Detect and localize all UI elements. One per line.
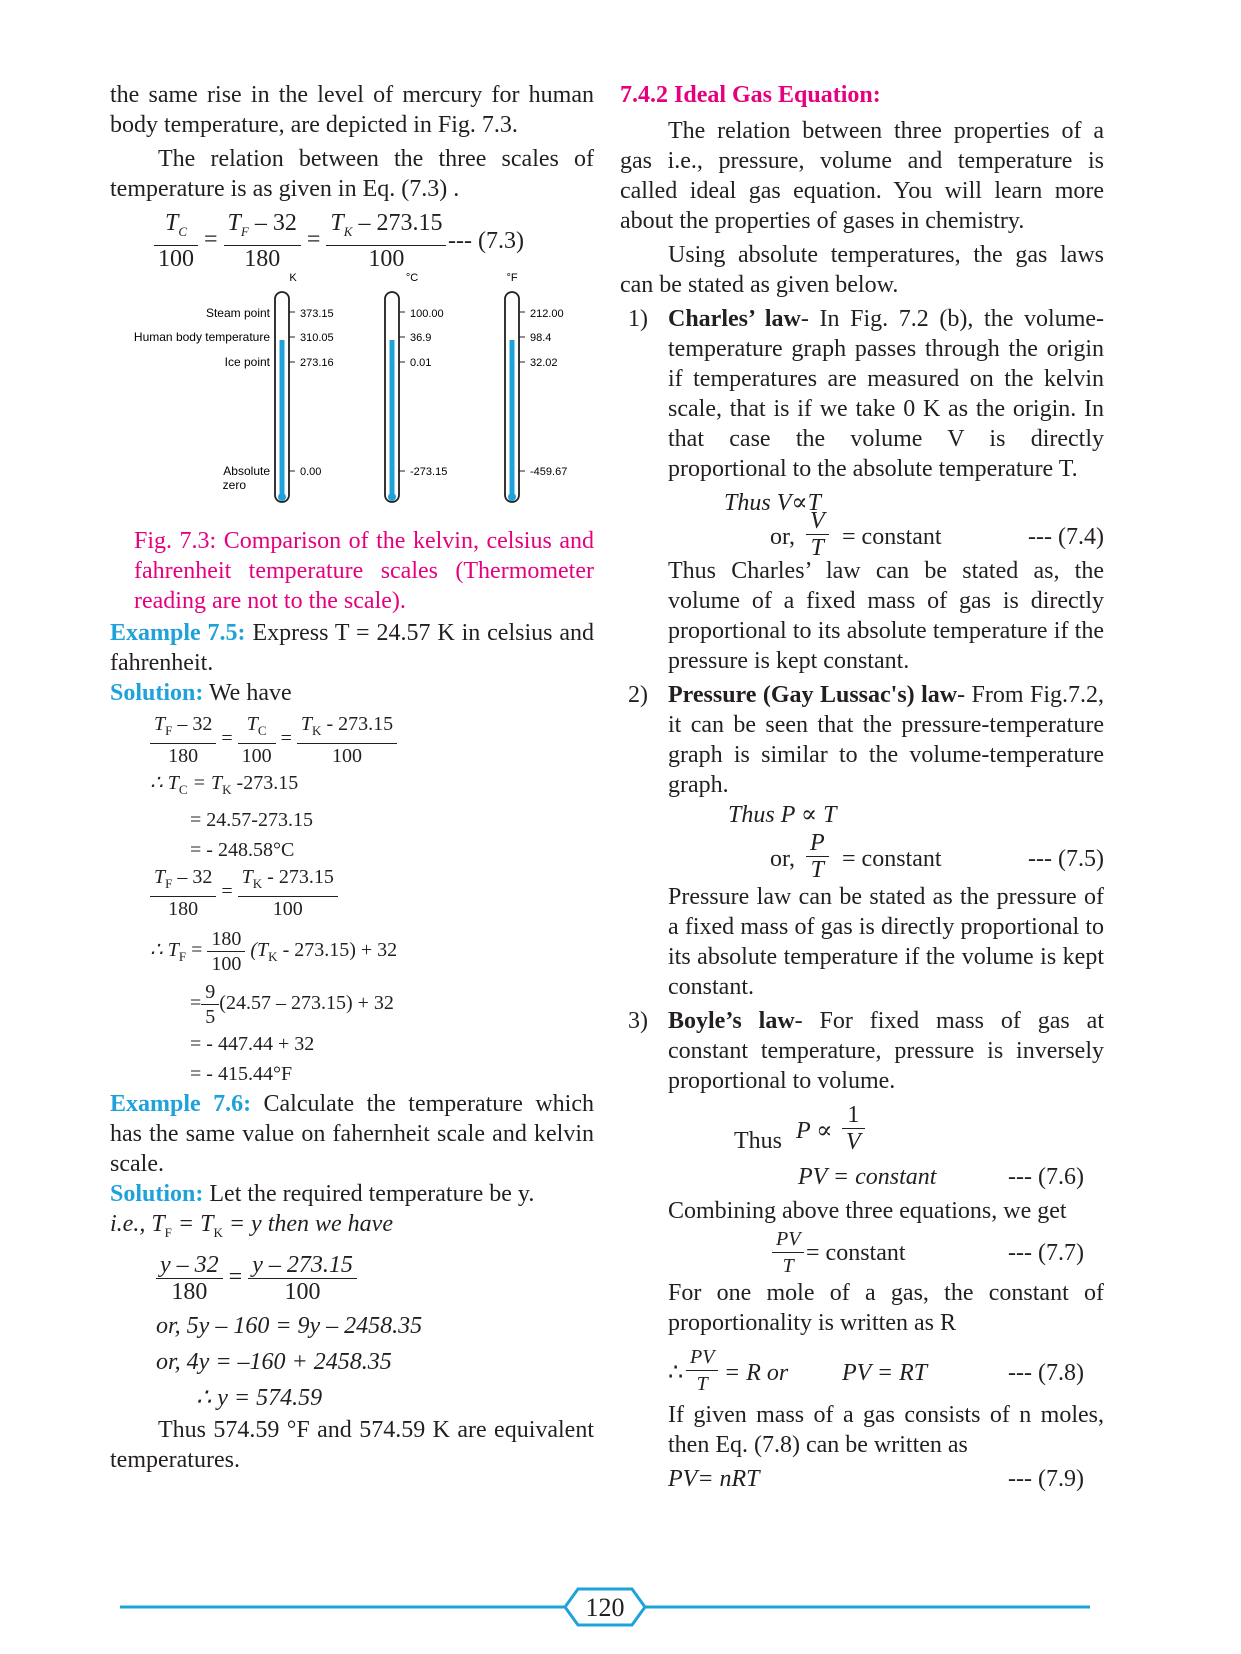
step-9: = - 415.44°F — [190, 1063, 293, 1085]
svg-text:373.15: 373.15 — [300, 308, 334, 320]
y-step-1: $\frac{y - 32}{180}$ = $\frac{y - 273.15}{100}$ — [156, 1252, 594, 1305]
left-conclusion: Thus 574.59 °F and 574.59 K are equivalent temperatures. — [110, 1416, 594, 1473]
svg-text:212.00: 212.00 — [530, 308, 564, 320]
thermometer-celsius — [385, 292, 447, 502]
charles-law: 1) Charles’ law- In Fig. 7.2 (b), the volume-temperature graph passes through the origin if temperatures are measured on the kelvin scale, that is if we take 0 K as the origin. In that case the volume V is directly proportional to the absolute temperature T. — [628, 306, 1105, 482]
solution-steps-7-5 — [110, 712, 594, 1087]
svg-text:98.4: 98.4 — [530, 332, 552, 344]
example-7-6: Example 7.6: Calculate the temperature which has the same value on fahernheit scale and kelvin scale. — [110, 1091, 594, 1177]
step-2: ∴ $T_C = T_K$ -273.15 — [150, 772, 299, 797]
y-step-3: or, 4y = –160 + 2458.35 — [156, 1348, 392, 1375]
ie-line: i.e., $T_F = T_K = y$ then we have — [110, 1211, 393, 1240]
example-7-5: Example 7.5: Express T = 24.57 K in celsius and fahrenheit. — [110, 620, 595, 676]
svg-text:0.00: 0.00 — [300, 466, 322, 478]
equation-7-5: or, $\frac{P}{T}$ = constant --- (7.5) — [770, 830, 1104, 883]
pressure-statement: Pressure law can be stated as the pressure of a fixed mass of gas is directly proportional to its absolute temperature if the volume is kept constant. — [668, 884, 1104, 1000]
step-7: = $\frac{9}{5}$ (24.57 – 273.15) + 32 — [190, 981, 394, 1028]
eq-number-7-3: --- (7.3) — [448, 228, 524, 254]
pressure-thus: Thus P ∝ T — [728, 802, 837, 828]
equation-7-4: or, $\frac{V}{T}$ = constant --- (7.4) — [770, 508, 1104, 561]
left-column — [110, 80, 594, 1475]
label-ice-point: Ice point — [224, 355, 270, 369]
step-4: = - 248.58°C — [190, 839, 295, 861]
step-1: $\frac{T_F - 32}{180}$ = $\frac{T_C}{100}$ = $\frac{T_K - 273.15}{100}$ — [150, 712, 594, 768]
step-5: $\frac{T_F - 32}{180}$ = $\frac{T_K - 273.15}{100}$ — [150, 865, 594, 921]
left-paragraph-2: The relation between the three scales of temperature is as given in Eq. (7.3) . — [110, 146, 594, 202]
solution-steps-7-6 — [110, 1252, 594, 1413]
equation-7-7: $\frac{PV}{T}$ = constant --- (7.7) — [620, 1226, 1104, 1278]
unit-celsius: °C — [405, 272, 419, 284]
boyles-law: 3) Boyle’s law- For fixed mass of gas at constant temperature, pressure is inversely proportional to volume. — [628, 1008, 1104, 1094]
page-footer — [0, 1582, 1241, 1632]
footer-line — [0, 1582, 1241, 1632]
label-human-body: Human body temperature — [133, 330, 270, 344]
svg-text:32.02: 32.02 — [530, 357, 558, 369]
solution-7-5: Solution: We have — [110, 680, 292, 706]
figure-caption: Fig. 7.3: Comparison of the kelvin, celsius and fahrenheit temperature scales (Thermometer reading are not to the scale). — [134, 528, 594, 614]
charles-thus: Thus V∝T — [724, 490, 821, 516]
thermometer-kelvin — [275, 292, 334, 502]
equation-7-6: PV = constant --- (7.6) — [798, 1164, 1084, 1190]
right-paragraph-2: Using absolute temperatures, the gas laws can be stated as given below. — [620, 242, 1104, 298]
svg-text:310.05: 310.05 — [300, 332, 334, 344]
figure-thermometers — [110, 272, 594, 522]
unit-fahrenheit: °F — [506, 272, 518, 284]
label-zero: zero — [222, 478, 246, 492]
boyle-proportion: Thus P ∝ $\frac{1}{V}$ — [620, 1102, 1104, 1162]
svg-text:-273.15: -273.15 — [410, 466, 448, 478]
combining-text: Combining above three equations, we get — [668, 1198, 1067, 1224]
svg-text:0.01: 0.01 — [410, 357, 432, 369]
svg-text:100.00: 100.00 — [410, 308, 444, 320]
label-absolute: Absolute — [223, 464, 270, 478]
thermometer-diagram — [110, 272, 594, 522]
right-column — [620, 80, 1104, 1498]
thermometer-fahrenheit — [505, 292, 567, 502]
unit-kelvin: K — [289, 272, 297, 284]
svg-text:273.16: 273.16 — [300, 357, 334, 369]
step-3: = 24.57-273.15 — [190, 809, 313, 831]
step-6: ∴ $T_F$ = $\frac{180}{100}$ $(T_K - 273.15) + 32$ — [150, 928, 398, 975]
solution-7-6: Solution: Let the required temperature be y. — [110, 1181, 535, 1207]
page-number: 120 — [585, 1593, 625, 1622]
equation-7-8: ∴ $\frac{PV}{T}$ = R or PV = RT --- (7.8) — [668, 1346, 1084, 1395]
step-8: = - 447.44 + 32 — [190, 1033, 315, 1055]
y-step-4: ∴ y = 574.59 — [196, 1384, 323, 1411]
equation-7-3: $\frac{T_C}{100}$ = $\frac{T_F - 32}{180}$ = $\frac{T_K - 273.15}{100}$ --- (7.3) — [110, 210, 594, 272]
equation-7-9: PV= nRT --- (7.9) — [668, 1466, 1084, 1492]
one-mole-text: For one mole of a gas, the constant of proportionality is written as R — [668, 1280, 1104, 1336]
pressure-law: 2) Pressure (Gay Lussac's) law- From Fig.7.2, it can be seen that the pressure-temperature graph is similar to the volume-temperature graph. — [628, 682, 1105, 798]
n-moles-text: If given mass of a gas consists of n moles, then Eq. (7.8) can be written as — [668, 1402, 1104, 1458]
label-steam-point: Steam point — [205, 306, 270, 320]
section-heading: 7.4.2 Ideal Gas Equation: — [620, 82, 881, 108]
y-step-2: or, 5y – 160 = 9y – 2458.35 — [156, 1312, 423, 1339]
left-paragraph-1: the same rise in the level of mercury for human body temperature, are depicted in Fig. 7.3. — [110, 82, 594, 138]
svg-text:36.9: 36.9 — [410, 332, 432, 344]
svg-text:-459.67: -459.67 — [530, 466, 568, 478]
charles-statement: Thus Charles’ law can be stated as, the volume of a fixed mass of gas is directly proportional to its absolute temperature if the pressure is kept constant. — [668, 558, 1104, 674]
right-paragraph-1: The relation between three properties of a gas i.e., pressure, volume and temperature is called ideal gas equation. You will learn more about the properties of gases in chemistry. — [620, 118, 1104, 234]
